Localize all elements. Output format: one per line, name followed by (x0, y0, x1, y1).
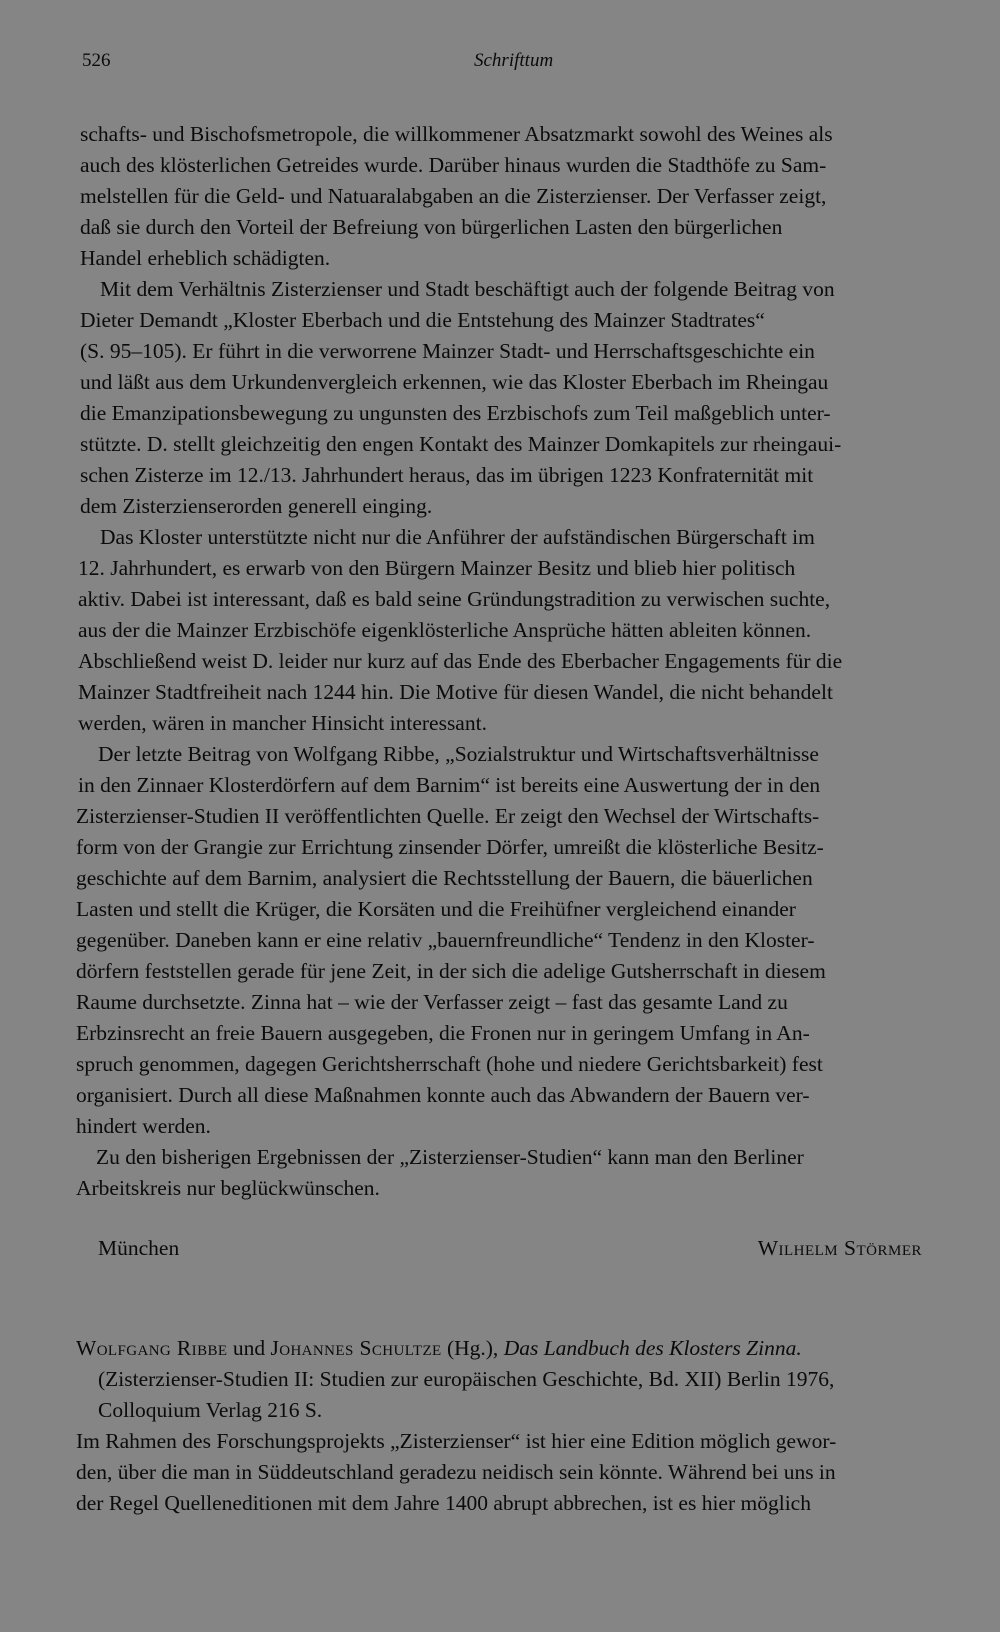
conjunction: und (232, 1336, 266, 1360)
editor-marker: (Hg.), (446, 1336, 499, 1360)
bibliographic-entry (76, 1332, 802, 1364)
text-line: die Emanzipationsbewegung zu ungunsten des Erzbischofs zum Teil maßgeblich unter- (80, 401, 831, 425)
book-title: Das Landbuch des Klosters Zinna. (503, 1336, 802, 1360)
text-line: daß sie durch den Vorteil der Befreiung von bürgerlichen Lasten den bürgerlichen (80, 215, 783, 239)
text-line: Zisterzienser-Studien II veröffentlichten Quelle. Er zeigt den Wechsel der Wirtschafts- (76, 804, 820, 828)
text-line: dörfern feststellen gerade für jene Zeit, in der sich die adelige Gutsherrschaft in diesem (76, 959, 826, 983)
text-line: 12. Jahrhundert, es erwarb von den Bürgern Mainzer Besitz und blieb hier politisch (78, 556, 796, 580)
bibliographic-entry-line: Colloquium Verlag 216 S. (98, 1398, 323, 1422)
signature-name: Wilhelm Störmer (757, 1236, 922, 1260)
text-line: melstellen für die Geld- und Natuaralabgaben an die Zisterzienser. Der Verfasser zeigt, (80, 184, 827, 208)
text-line: schafts- und Bischofsmetropole, die willkommener Absatzmarkt sowohl des Weines als (80, 122, 833, 146)
editor-name: Wolfgang Ribbe (76, 1336, 228, 1360)
text-line: Mainzer Stadtfreiheit nach 1244 hin. Die Motive für diesen Wandel, die nicht behandelt (78, 680, 833, 704)
page-number: 526 (82, 50, 111, 71)
text-line: Handel erheblich schädigten. (80, 246, 331, 270)
text-line: der Regel Quelleneditionen mit dem Jahre 1400 abrupt abbrechen, ist es hier möglich (76, 1491, 811, 1515)
bibliographic-entry-line: (Zisterzienser-Studien II: Studien zur europäischen Geschichte, Bd. XII) Berlin 1976, (98, 1367, 835, 1391)
text-line: dem Zisterzienserorden generell einging. (80, 494, 433, 518)
text-line: in den Zinnaer Klosterdörfern auf dem Barnim“ ist bereits eine Auswertung der in den (78, 773, 821, 797)
text-line: Abschließend weist D. leider nur kurz auf das Ende des Eberbacher Engagements für die (78, 649, 843, 673)
text-line: Im Rahmen des Forschungsprojekts „Zisterzienser“ ist hier eine Edition möglich gewor- (76, 1429, 837, 1453)
paragraph-start-line: Zu den bisherigen Ergebnissen der „Zisterzienser-Studien“ kann man den Berliner (96, 1145, 804, 1169)
signature-place: München (98, 1236, 180, 1260)
text-line: stützte. D. stellt gleichzeitig den engen Kontakt des Mainzer Domkapitels zur rheingaui- (80, 432, 842, 456)
text-line: schen Zisterze im 12./13. Jahrhundert heraus, das im übrigen 1223 Konfraternität mit (80, 463, 814, 487)
text-line: Lasten und stellt die Krüger, die Korsäten und die Freihüfner vergleichend einander (76, 897, 796, 921)
running-title: Schrifttum (474, 50, 554, 71)
text-line: hindert werden. (76, 1114, 211, 1138)
paragraph-start-line: Mit dem Verhältnis Zisterzienser und Stadt beschäftigt auch der folgende Beitrag von (100, 277, 835, 301)
text-line: Arbeitskreis nur beglückwünschen. (76, 1176, 380, 1200)
paragraph-start-line: Der letzte Beitrag von Wolfgang Ribbe, „Sozialstruktur und Wirtschaftsverhältnisse (98, 742, 819, 766)
text-line: den, über die man in Süddeutschland geradezu neidisch sein könnte. Während bei uns in (76, 1460, 836, 1484)
text-line: Erbzinsrecht an freie Bauern ausgegeben, die Fronen nur in geringem Umfang in An- (76, 1021, 810, 1045)
text-line: Raume durchsetzte. Zinna hat – wie der Verfasser zeigt – fast das gesamte Land zu (76, 990, 788, 1014)
text-line: auch des klösterlichen Getreides wurde. Darüber hinaus wurden die Stadthöfe zu Sam- (80, 153, 827, 177)
text-line: spruch genommen, dagegen Gerichtsherrschaft (hohe und niedere Gerichtsbarkeit) fest (76, 1052, 823, 1076)
text-line: geschichte auf dem Barnim, analysiert die Rechtsstellung der Bauern, die bäuerlichen (76, 866, 813, 890)
text-line: aus der die Mainzer Erzbischöfe eigenklösterliche Ansprüche hätten ableiten können. (78, 618, 812, 642)
text-line: (S. 95–105). Er führt in die verworrene Mainzer Stadt- und Herrschaftsgeschichte ein (80, 339, 815, 363)
review-2 (76, 1332, 966, 1532)
text-line: Dieter Demandt „Kloster Eberbach und die Entstehung des Mainzer Stadtrates“ (80, 308, 765, 332)
review-signature (98, 1236, 922, 1268)
text-line: form von der Grangie zur Errichtung zinsender Dörfer, umreißt die klösterliche Besitz- (76, 835, 824, 859)
review-1-body (78, 118, 958, 1218)
paragraph-start-line: Das Kloster unterstützte nicht nur die Anführer der aufständischen Bürgerschaft im (100, 525, 815, 549)
page-header (82, 50, 842, 82)
text-line: aktiv. Dabei ist interessant, daß es bald seine Gründungstradition zu verwischen suchte, (78, 587, 831, 611)
text-line: werden, wären in mancher Hinsicht interessant. (78, 711, 487, 735)
text-line: gegenüber. Daneben kann er eine relativ „bauernfreundliche“ Tendenz in den Kloster- (76, 928, 815, 952)
editor-name: Johannes Schultze (270, 1336, 442, 1360)
text-line: organisiert. Durch all diese Maßnahmen konnte auch das Abwandern der Bauern ver- (76, 1083, 810, 1107)
text-line: und läßt aus dem Urkundenvergleich erkennen, wie das Kloster Eberbach im Rheingau (80, 370, 829, 394)
